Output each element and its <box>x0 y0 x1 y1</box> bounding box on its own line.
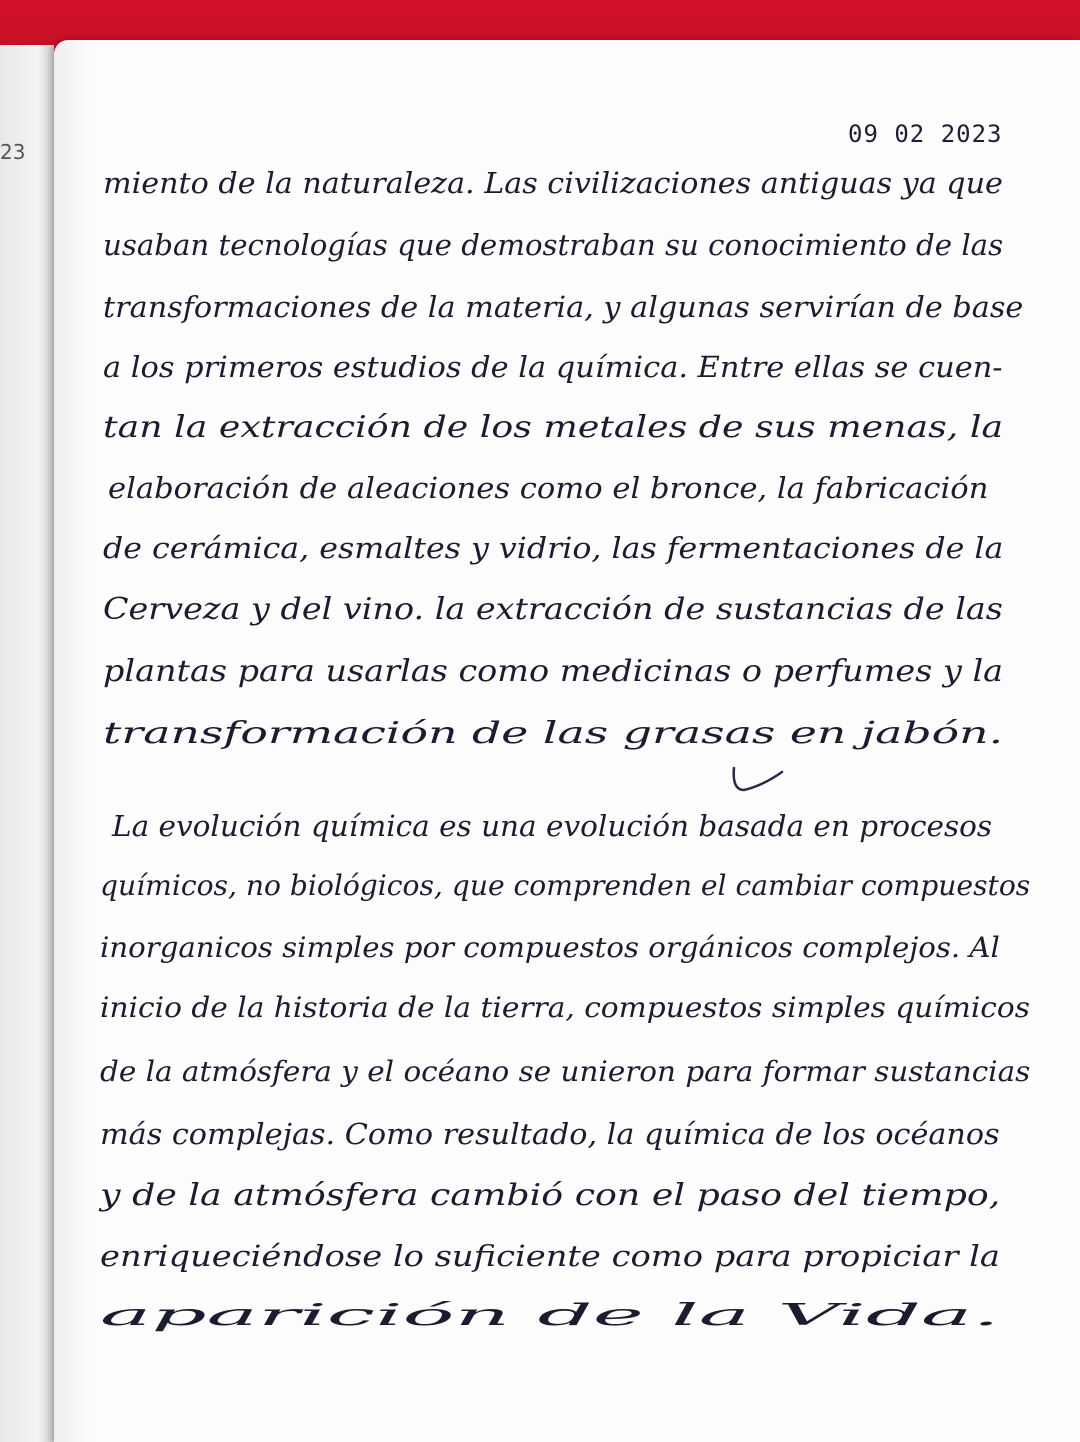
handwritten-line: tan la extracción de los metales de sus menas, la <box>103 410 1004 445</box>
handwritten-line: Cerveza y del vino. la extracción de sustancias de las <box>103 592 1003 627</box>
handwritten-line: químicos, no biológicos, que comprenden el cambiar compuestos <box>100 869 1031 902</box>
handwritten-line: de cerámica, esmaltes y vidrio, las fermentaciones de la <box>103 531 1004 565</box>
handwritten-line: transformaciones de la materia, y algunas servirían de base <box>103 290 1024 324</box>
page-shadow <box>54 40 94 1442</box>
handwritten-line: inorganicos simples por compuestos orgánicos complejos. Al <box>100 931 1000 964</box>
page-date: 09 02 2023 <box>848 120 1003 148</box>
handwritten-line: a los primeros estudios de la química. Entre ellas se cuen- <box>103 350 1003 384</box>
handwritten-line: transformación de las grasas en jabón. <box>103 716 1004 751</box>
handwritten-line: enriqueciéndose lo suficiente como para propiciar la <box>100 1239 1001 1273</box>
handwritten-line: elaboración de aleaciones como el bronce, la fabricación <box>108 471 989 505</box>
handwritten-line: miento de la naturaleza. Las civilizaciones antiguas ya que <box>103 166 1003 200</box>
left-page-number: 23 <box>0 140 26 164</box>
handwritten-line: plantas para usarlas como medicinas o perfumes y la <box>103 654 1004 689</box>
handwritten-line: y de la atmósfera cambió con el paso del tiempo, <box>100 1178 1001 1213</box>
check-mark-icon <box>728 760 788 800</box>
left-page-edge <box>0 45 54 1442</box>
handwritten-line: aparición de la Vida. <box>100 1298 1000 1333</box>
handwritten-line: más complejas. Como resultado, la química de los océanos <box>100 1117 1000 1151</box>
handwritten-line: de la atmósfera y el océano se unieron para formar sustancias <box>100 1055 1031 1088</box>
handwritten-line: inicio de la historia de la tierra, compuestos simples químicos <box>100 991 1030 1024</box>
handwritten-line: usaban tecnologías que demostraban su conocimiento de las <box>103 228 1004 262</box>
handwritten-line: La evolución química es una evolución basada en procesos <box>112 809 992 843</box>
